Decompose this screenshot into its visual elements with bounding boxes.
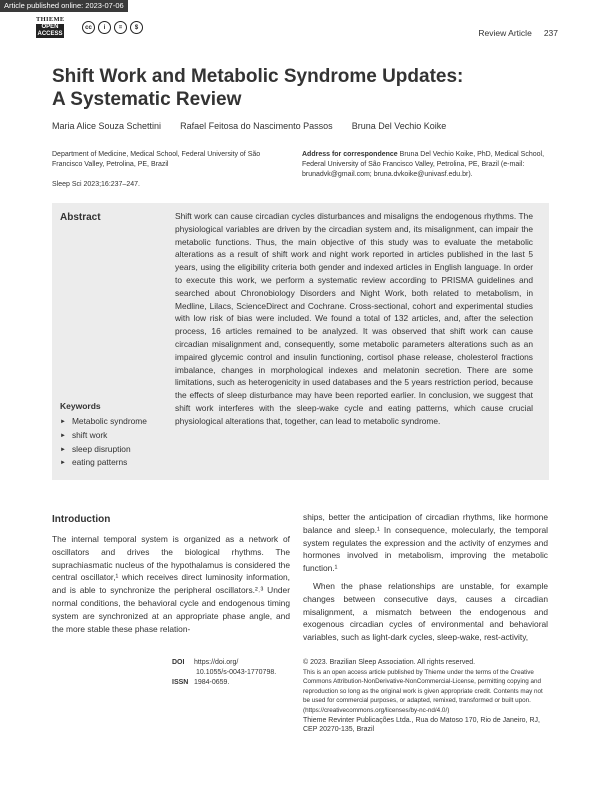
- thieme-open-access-logo: [36, 16, 64, 42]
- license-icons: [82, 21, 143, 34]
- citation: Sleep Sci 2023;16:237–247.: [52, 181, 140, 188]
- abstract-text: Shift work can cause circadian cycles disturbances and misaligns the endogenous rhythms. The physiological variables are driven by the circadian system and, its misalignment, can impair the metabolic functions. Thus, the main objective of this study was to evaluate the metabolic alterations as a result of shift work and night work reported in articles published in the last 5 years, using the eligibility criteria both gender and indexed articles in English language. In order to execute this work, we perform a systematic review according to PRISMA guidelines and searched about Chronobiology Disorders and Night Work, both related to metabolism, in Medline, Lilacs, ScienceDirect and Cochrane. Cross-sectional, cohort and experimental studies with low risk of bias were included. We found a total of 132 articles, and, after the selection process, 16 articles remained to be analyzed. It was observed that shift work can cause circadian misalignment and, consequently, some metabolic parameters alterations such as an impaired glycemic control and insulin functioning, cortisol phase release, cholesterol fractions imbalance, changes in morphological indexes and melatonin secretion. There are some limitations, such as heterogenicity in used databases and the 5 years restriction period, because the effects of sleep disturbance may have been reported earlier. In conclusion, we suggest that shift work interferes with the sleep-wake cycle and eating patterns, which cause crucial physiological alterations that, together, can lead to metabolic syndrome.: [175, 211, 533, 426]
- intro-paragraph: ships, better the anticipation of circadian rhythms, like hormone balance and sleep.¹ In consequence, molecularly, the temporal system regulates the expression and the activity of enzymes and hormones involved in metabolism, improving the metabolic function.¹: [303, 512, 548, 574]
- copyright-block: [303, 658, 543, 735]
- abstract-heading: Abstract: [60, 212, 101, 223]
- keywords-heading: Keywords: [60, 401, 101, 411]
- introduction-heading: Introduction: [52, 514, 111, 525]
- intro-paragraph: The internal temporal system is organized as a network of oscillators and drives the biological rhythms. The suprachiasmatic nucleus of the hypothalamus is considered the central oscillator,¹ which receives direct luminosity information, and is able to synchronize the peripheral oscillators.²˒³ Under normal conditions, the behavioral cycle and endogenous timing system are synchronized at an appropriate phase angle, and the more stable these phase relation-: [52, 534, 290, 634]
- noncommercial-icon: $: [130, 21, 143, 34]
- keyword-item[interactable]: ► eating patterns: [60, 456, 147, 470]
- page-number: 237: [543, 28, 558, 38]
- logo-line3: ACCESS: [37, 31, 63, 37]
- publisher-address: Thieme Revinter Publicações Ltda., Rua do Matoso 170, Rio de Janeiro, RJ, CEP 20270-135, Brazil: [303, 716, 540, 734]
- keyword-item[interactable]: ► shift work: [60, 429, 147, 443]
- correspondence-text: Bruna Del Vechio Koike, PhD, Medical School, Federal University of São Francisco Valley, Petrolina, PE, Brazil (e-mail: brunadvk@gmail.com; bruna.dvkoike@univasf.edu.br).: [302, 151, 545, 178]
- attribution-icon: i: [98, 21, 111, 34]
- author-2[interactable]: Rafael Feitosa do Nascimento Passos: [180, 121, 333, 131]
- intro-paragraph: When the phase relationships are unstable, for example changes between consecutive days, causes a circadian misalignment, a mismatch between the endogenous and exogenous circadian cycles of environmental and behavioral variables, such as light-dark cycles, sleep-wake, rest-activity,: [303, 580, 548, 643]
- keywords-list: [60, 415, 147, 470]
- noderivatives-icon: =: [114, 21, 127, 34]
- correspondence-label: Address for correspondence: [302, 151, 398, 158]
- introduction-column-1: [52, 533, 290, 635]
- article-title: [52, 65, 532, 111]
- section-label: Review Article: [478, 28, 532, 38]
- issn-label: ISSN: [172, 679, 189, 686]
- affiliation: Department of Medicine, Medical School, Federal University of São Francisco Valley, Petrolina, PE, Brazil: [52, 151, 261, 168]
- license-text: This is an open access article published by Thieme under the terms of the Creative Commons Attribution-NonDerivative-NonCommercial-License, permitting copying and reproduction so long as the original work is given appropriate credit. Contents may not be used for commercial purposes, or adapted, remixed, transformed or built upon. (https://creativecommons.org/licenses/by-nc-nd/4.0/): [303, 668, 543, 714]
- doi-label: DOI: [172, 659, 185, 666]
- doi-suffix[interactable]: 10.1055/s-0043-1770798.: [196, 669, 277, 676]
- title-line1: Shift Work and Metabolic Syndrome Updates:: [52, 66, 464, 87]
- keyword-item[interactable]: ► sleep disruption: [60, 443, 147, 457]
- issn-value: 1984-0659.: [193, 679, 230, 686]
- title-line2: A Systematic Review: [52, 89, 242, 110]
- doi-issn-block: [172, 658, 276, 688]
- logo-line2: OPEN: [36, 24, 64, 31]
- author-list: [52, 121, 446, 131]
- copyright-line: © 2023. Brazilian Sleep Association. All rights reserved.: [303, 659, 476, 666]
- publication-date-tag: Article published online: 2023-07-06: [0, 0, 128, 12]
- correspondence-address: [302, 150, 550, 180]
- logo-line1: THIEME: [36, 16, 65, 23]
- author-1[interactable]: Maria Alice Souza Schettini: [52, 121, 162, 131]
- keyword-item[interactable]: ► Metabolic syndrome: [60, 415, 147, 429]
- author-3[interactable]: Bruna Del Vechio Koike: [351, 121, 447, 131]
- doi-link[interactable]: https://doi.org/: [193, 659, 239, 666]
- cc-icon: cc: [82, 21, 95, 34]
- introduction-column-2: [303, 511, 548, 644]
- running-header: [478, 28, 558, 38]
